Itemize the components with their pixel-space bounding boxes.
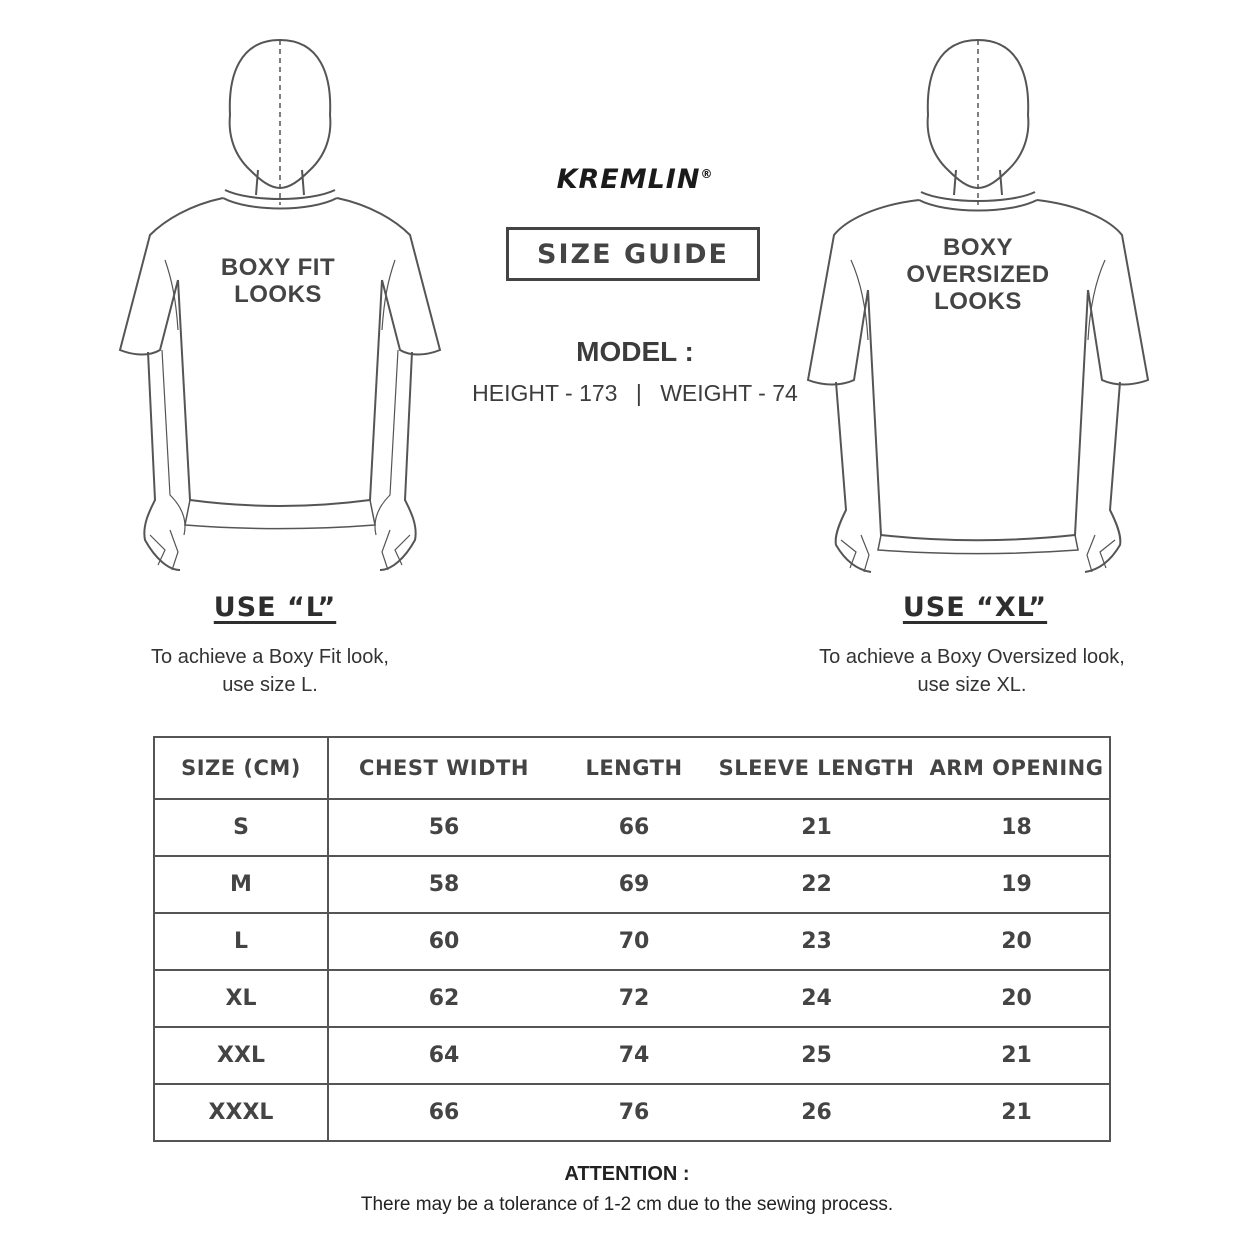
- arm-opening-cell: 19: [924, 856, 1110, 913]
- right-use-title: USE “XL”: [902, 592, 1048, 623]
- chest-cell: 58: [328, 856, 559, 913]
- table-row: [154, 799, 1110, 856]
- attention-title: ATTENTION :: [564, 1163, 690, 1185]
- length-cell: 72: [559, 970, 709, 1027]
- table-row: [154, 970, 1110, 1027]
- model-separator: |: [635, 380, 642, 406]
- attention-text: There may be a tolerance of 1-2 cm due to the sewing process.: [360, 1194, 894, 1215]
- sleeve-cell: 21: [709, 799, 924, 856]
- sleeve-cell: 24: [709, 970, 924, 1027]
- registered-mark: ®: [700, 167, 714, 181]
- right-desc-line-2: use size XL.: [917, 674, 1027, 696]
- chest-cell: 60: [328, 913, 559, 970]
- table-row: [154, 913, 1110, 970]
- right-use-description: [792, 643, 1152, 699]
- size-cell: L: [154, 913, 328, 970]
- size-table: [153, 736, 1111, 1142]
- right-shirt-text: [868, 234, 1088, 315]
- left-desc-line-1: To achieve a Boxy Fit look,: [151, 646, 389, 668]
- sleeve-cell: 25: [709, 1027, 924, 1084]
- size-cell: XXL: [154, 1027, 328, 1084]
- length-cell: 76: [559, 1084, 709, 1141]
- arm-opening-cell: 18: [924, 799, 1110, 856]
- length-cell: 66: [559, 799, 709, 856]
- chest-cell: 66: [328, 1084, 559, 1141]
- left-desc-line-2: use size L.: [222, 674, 318, 696]
- table-header-row: [154, 737, 1110, 799]
- chest-cell: 62: [328, 970, 559, 1027]
- left-use-description: [110, 643, 430, 699]
- header-length: LENGTH: [559, 737, 709, 799]
- brand-logo: [520, 164, 750, 195]
- table-row: [154, 856, 1110, 913]
- header-sleeve-length: SLEEVE LENGTH: [709, 737, 924, 799]
- length-cell: 74: [559, 1027, 709, 1084]
- arm-opening-cell: 20: [924, 970, 1110, 1027]
- table-row: [154, 1084, 1110, 1141]
- size-cell: XXXL: [154, 1084, 328, 1141]
- left-shirt-text: [178, 254, 378, 308]
- left-use-title: USE “L”: [213, 592, 337, 623]
- model-height: HEIGHT - 173: [472, 380, 618, 406]
- table-row: [154, 1027, 1110, 1084]
- size-cell: XL: [154, 970, 328, 1027]
- arm-opening-cell: 20: [924, 913, 1110, 970]
- sleeve-cell: 22: [709, 856, 924, 913]
- size-guide-label: SIZE GUIDE: [537, 238, 729, 270]
- length-cell: 69: [559, 856, 709, 913]
- model-weight: WEIGHT - 74: [660, 380, 798, 406]
- header-size: SIZE (CM): [154, 737, 328, 799]
- arm-opening-cell: 21: [924, 1027, 1110, 1084]
- model-stats: [420, 380, 850, 407]
- size-cell: M: [154, 856, 328, 913]
- length-cell: 70: [559, 913, 709, 970]
- sleeve-cell: 26: [709, 1084, 924, 1141]
- right-shirt-line-1: BOXY: [942, 234, 1013, 261]
- sleeve-cell: 23: [709, 913, 924, 970]
- header-chest-width: CHEST WIDTH: [328, 737, 559, 799]
- left-shirt-line-1: BOXY FIT: [220, 254, 336, 281]
- right-shirt-line-2: OVERSIZED: [906, 261, 1050, 288]
- size-guide-title: [506, 227, 760, 281]
- size-cell: S: [154, 799, 328, 856]
- left-shirt-line-2: LOOKS: [234, 281, 322, 308]
- brand-name: KREMLIN: [556, 164, 701, 195]
- right-desc-line-1: To achieve a Boxy Oversized look,: [819, 646, 1125, 668]
- header-arm-opening: ARM OPENING: [924, 737, 1110, 799]
- right-shirt-line-3: LOOKS: [934, 288, 1022, 315]
- model-title: MODEL :: [576, 336, 694, 367]
- chest-cell: 56: [328, 799, 559, 856]
- chest-cell: 64: [328, 1027, 559, 1084]
- arm-opening-cell: 21: [924, 1084, 1110, 1141]
